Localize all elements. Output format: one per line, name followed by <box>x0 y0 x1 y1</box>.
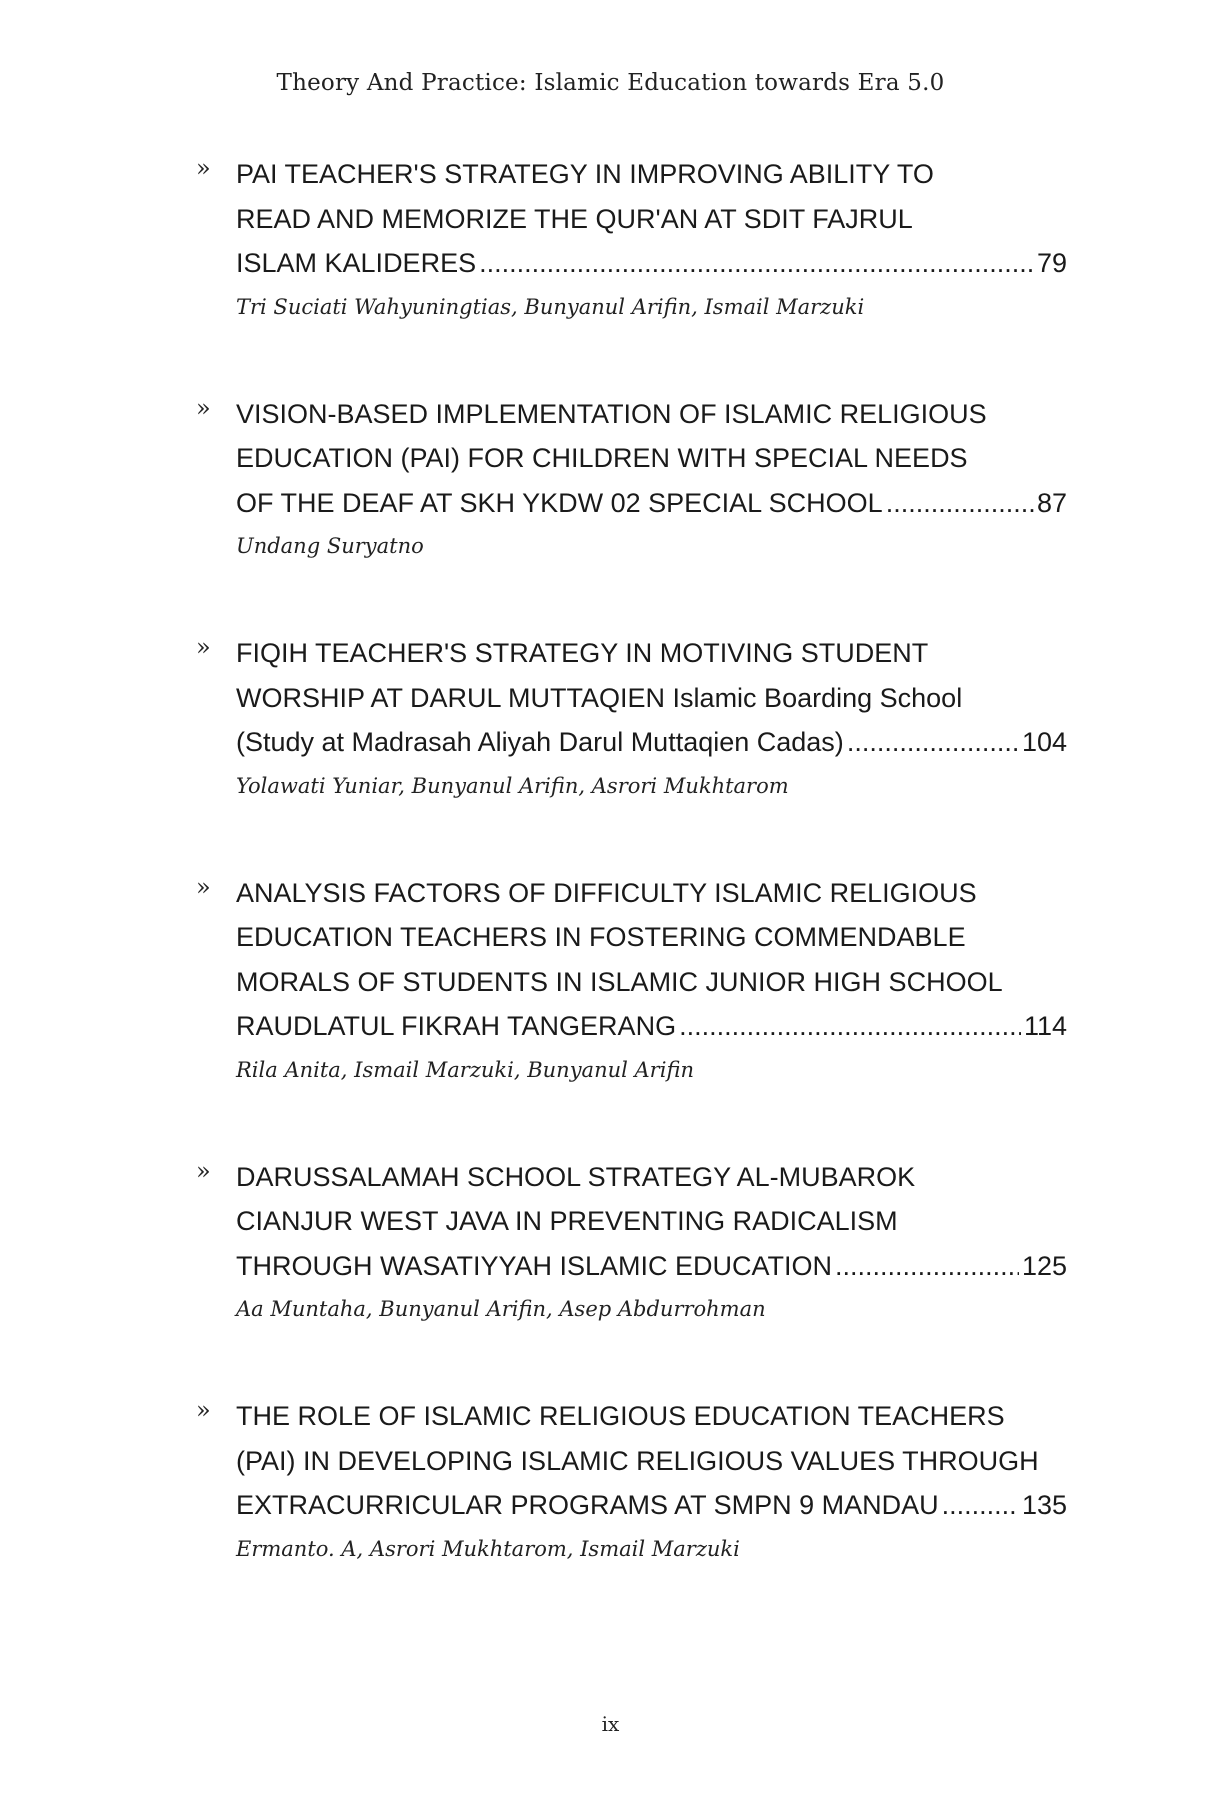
dot-leader <box>886 481 1034 526</box>
entry-title-last-line <box>236 1004 1067 1049</box>
dot-leader <box>847 720 1019 765</box>
entry-title-last-line <box>236 1244 1067 1289</box>
page-number: ix <box>601 1712 620 1736</box>
toc-entry[interactable] <box>196 871 1067 1085</box>
entry-title-line: MORALS OF STUDENTS IN ISLAMIC JUNIOR HIGH SCHOOL <box>236 966 1003 997</box>
entry-title-line: WORSHIP AT DARUL MUTTAQIEN Islamic Boarding School <box>236 682 963 713</box>
bullet-marker: » <box>196 393 211 422</box>
entry-title-line: DARUSSALAMAH SCHOOL STRATEGY AL-MUBAROK <box>236 1161 916 1192</box>
entry-title-line: EDUCATION TEACHERS IN FOSTERING COMMENDABLE <box>236 922 966 952</box>
entry-title-line: PAI TEACHER'S STRATEGY IN IMPROVING ABILITY TO <box>236 159 934 189</box>
entry-title-text: RAUDLATUL FIKRAH TANGERANG <box>236 1011 677 1041</box>
entry-page-number: 104 <box>1021 727 1067 757</box>
dot-leader <box>835 1244 1019 1289</box>
entry-title-line: VISION-BASED IMPLEMENTATION OF ISLAMIC RELIGIOUS <box>236 398 987 429</box>
entry-page-number: 79 <box>1036 248 1067 278</box>
entry-title-text: EXTRACURRICULAR PROGRAMS AT SMPN 9 MANDAU <box>236 1490 939 1520</box>
entry-title-last-line <box>236 241 1067 286</box>
bullet-marker: » <box>196 1156 211 1185</box>
entry-authors: Tri Suciati Wahyuningtias, Bunyanul Arifin, Ismail Marzuki <box>236 294 865 319</box>
toc-entry[interactable] <box>196 392 1067 562</box>
entry-title-last-line <box>236 1483 1067 1528</box>
entry-page-number: 125 <box>1021 1250 1067 1281</box>
entry-authors: Ermanto. A, Asrori Mukhtarom, Ismail Marzuki <box>236 1536 740 1561</box>
entry-title-line: EDUCATION (PAI) FOR CHILDREN WITH SPECIAL NEEDS <box>236 443 968 473</box>
entry-authors: Aa Muntaha, Bunyanul Arifin, Asep Abdurrohman <box>236 1297 766 1321</box>
bullet-marker: » <box>196 872 211 901</box>
entry-title-last-line <box>236 720 1067 765</box>
dot-leader <box>479 241 1034 286</box>
entry-title-text: ISLAM KALIDERES <box>236 248 477 278</box>
entry-title-line: THE ROLE OF ISLAMIC RELIGIOUS EDUCATION TEACHERS <box>236 1401 1005 1431</box>
entry-title-text: THROUGH WASATIYYAH ISLAMIC EDUCATION <box>236 1250 833 1281</box>
bullet-marker: » <box>196 633 211 661</box>
dot-leader <box>942 1483 1019 1528</box>
table-of-contents <box>196 152 1067 1564</box>
toc-entry[interactable] <box>196 1394 1067 1564</box>
entry-page-number: 87 <box>1036 487 1067 518</box>
toc-entry[interactable] <box>196 152 1067 322</box>
entry-title-line: FIQIH TEACHER'S STRATEGY IN MOTIVING STUDENT <box>236 638 929 668</box>
entry-authors: Undang Suryatno <box>236 534 424 558</box>
entry-title-line: (PAI) IN DEVELOPING ISLAMIC RELIGIOUS VALUES THROUGH <box>236 1445 1039 1476</box>
running-header: Theory And Practice: Islamic Education towards Era 5.0 <box>276 70 945 96</box>
entry-page-number: 135 <box>1021 1490 1067 1520</box>
toc-entry[interactable] <box>196 631 1067 801</box>
entry-page-number: 114 <box>1023 1011 1067 1041</box>
entry-title-line: ANALYSIS FACTORS OF DIFFICULTY ISLAMIC RELIGIOUS <box>236 877 977 908</box>
entry-authors: Yolawati Yuniar, Bunyanul Arifin, Asrori Mukhtarom <box>236 773 789 798</box>
entry-title-line: READ AND MEMORIZE THE QUR'AN AT SDIT FAJRUL <box>236 203 913 234</box>
bullet-marker: » <box>196 1396 211 1424</box>
entry-title-line: CIANJUR WEST JAVA IN PREVENTING RADICALISM <box>236 1206 898 1236</box>
bullet-marker: » <box>196 154 211 182</box>
entry-title-text: OF THE DEAF AT SKH YKDW 02 SPECIAL SCHOOL <box>236 487 883 518</box>
entry-title-text: (Study at Madrasah Aliyah Darul Muttaqien Cadas) <box>236 727 844 757</box>
entry-title-last-line <box>236 481 1067 526</box>
dot-leader <box>679 1004 1021 1049</box>
entry-authors: Rila Anita, Ismail Marzuki, Bunyanul Arifin <box>236 1057 694 1082</box>
toc-entry[interactable] <box>196 1155 1067 1325</box>
